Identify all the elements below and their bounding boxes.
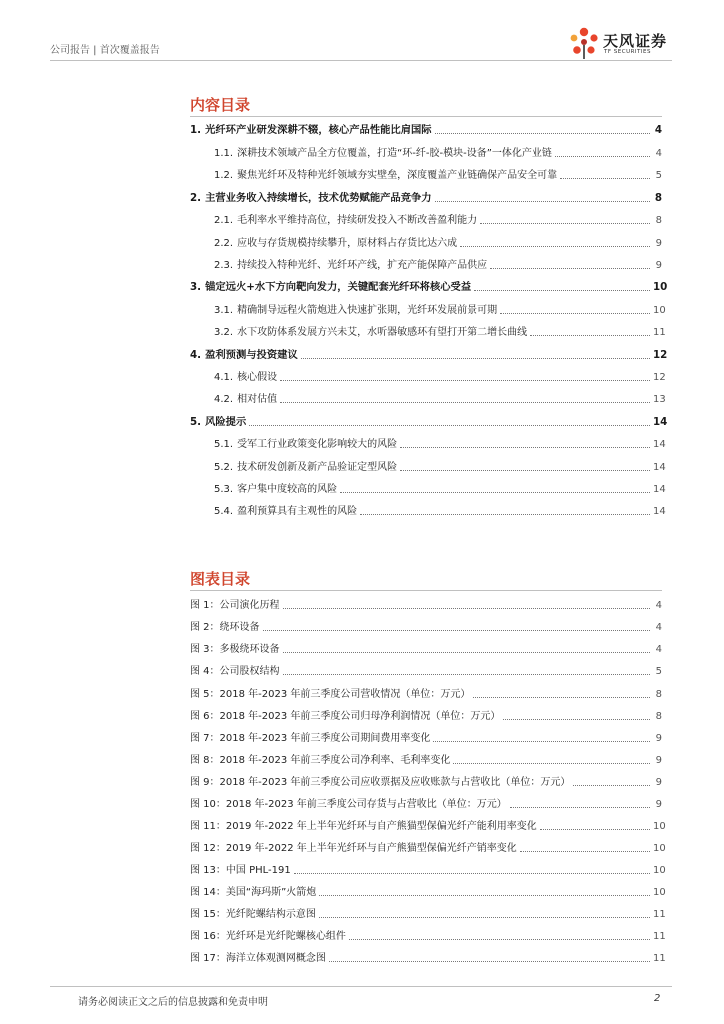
flower-logo-icon [568,26,600,60]
figure-item[interactable]: 图 5： 2018 年-2023 年前三季度公司营收情况（单位：万元） 8 [190,689,662,700]
figure-item[interactable]: 图 7： 2018 年-2023 年前三季度公司期间费用率变化 9 [190,733,662,744]
figure-item[interactable]: 图 17： 海洋立体观测网概念图 11 [190,953,666,964]
figure-item[interactable]: 图 10： 2018 年-2023 年前三季度公司存货与占营收比（单位：万元） 9 [190,799,662,810]
toc-item[interactable]: 2.3. 持续投入特种光纤、光纤环产线，扩充产能保障产品供应 9 [214,260,662,271]
toc-item[interactable]: 2. 主营业务收入持续增长，技术优势赋能产品竞争力 8 [190,192,662,204]
toc-item[interactable]: 3.1. 精确制导远程火箭炮进入快速扩张期，光纤环发展前景可期 10 [214,305,666,316]
toc-item[interactable]: 5. 风险提示 14 [190,416,668,428]
figure-item[interactable]: 图 9： 2018 年-2023 年前三季度公司应收票据及应收账款与占营收比（单位：万元） 9 [190,777,662,788]
toc-title: 内容目录 [190,94,662,117]
toc-item[interactable]: 1.2. 聚焦光纤环及特种光纤领域夯实壁垒，深度覆盖产业链确保产品安全可靠 5 [214,170,662,181]
disclaimer-text: 请务必阅读正文之后的信息披露和免责申明 [78,997,268,1008]
figure-item[interactable]: 图 13： 中国 PHL-191 10 [190,865,666,876]
figures-title: 图表目录 [190,568,662,591]
toc-item[interactable]: 5.4. 盈利预算具有主观性的风险 14 [214,506,666,517]
toc-item[interactable]: 5.1. 受军工行业政策变化影响较大的风险 14 [214,439,666,450]
header-divider [50,60,672,61]
toc-item[interactable]: 4.2. 相对估值 13 [214,394,666,405]
figure-item[interactable]: 图 6： 2018 年-2023 年前三季度公司归母净利润情况（单位：万元） 8 [190,711,662,722]
toc-item[interactable]: 3. 锚定远火+水下方向靶向发力，关键配套光纤环将核心受益 10 [190,281,668,293]
figure-item[interactable]: 图 14： 美国“海玛斯”火箭炮 10 [190,887,666,898]
toc-item[interactable]: 5.3. 客户集中度较高的风险 14 [214,484,666,495]
toc-item[interactable]: 2.2. 应收与存货规模持续攀升，原材料占存货比达六成 9 [214,238,662,249]
tf-securities-logo [568,26,678,62]
toc-item[interactable]: 5.2. 技术研发创新及新产品验证定型风险 14 [214,462,666,473]
figure-item[interactable]: 图 11： 2019 年-2022 年上半年光纤环与自产熊猫型保偏光纤产能利用率变化 10 [190,821,666,832]
logo-chinese-text: 天风证券 [603,32,668,50]
figure-item[interactable]: 图 12： 2019 年-2022 年上半年光纤环与自产熊猫型保偏光纤产销率变化 10 [190,843,666,854]
toc-item[interactable]: 2.1. 毛利率水平维持高位，持续研发投入不断改善盈利能力 8 [214,215,662,226]
toc-item[interactable]: 4.1. 核心假设 12 [214,372,666,383]
figure-item[interactable]: 图 15： 光纤陀螺结构示意图 11 [190,909,666,920]
report-type-label: 公司报告 | 首次覆盖报告 [50,45,160,56]
figure-item[interactable]: 图 2： 绕环设备 4 [190,622,662,633]
toc-item[interactable]: 1.1. 深耕技术领域产品全方位覆盖，打造“环-纤-胶-模块-设备”一体化产业链 4 [214,148,662,159]
toc-item[interactable]: 3.2. 水下攻防体系发展方兴未艾，水听器敏感环有望打开第二增长曲线 11 [214,327,666,338]
logo-english-text: TF SECURITIES [604,49,651,55]
toc-item[interactable]: 4. 盈利预测与投资建议 12 [190,349,668,361]
figure-item[interactable]: 图 8： 2018 年-2023 年前三季度公司净利率、毛利率变化 9 [190,755,662,766]
footer-divider [50,986,672,987]
page-number: 2 [654,993,661,1004]
figure-item[interactable]: 图 3： 多极绕环设备 4 [190,644,662,655]
toc-item[interactable]: 1. 光纤环产业研发深耕不辍，核心产品性能比肩国际 4 [190,124,662,136]
figure-item[interactable]: 图 4： 公司股权结构 5 [190,666,662,677]
figure-item[interactable]: 图 1： 公司演化历程 4 [190,600,662,611]
figure-item[interactable]: 图 16： 光纤环是光纤陀螺核心组件 11 [190,931,666,942]
